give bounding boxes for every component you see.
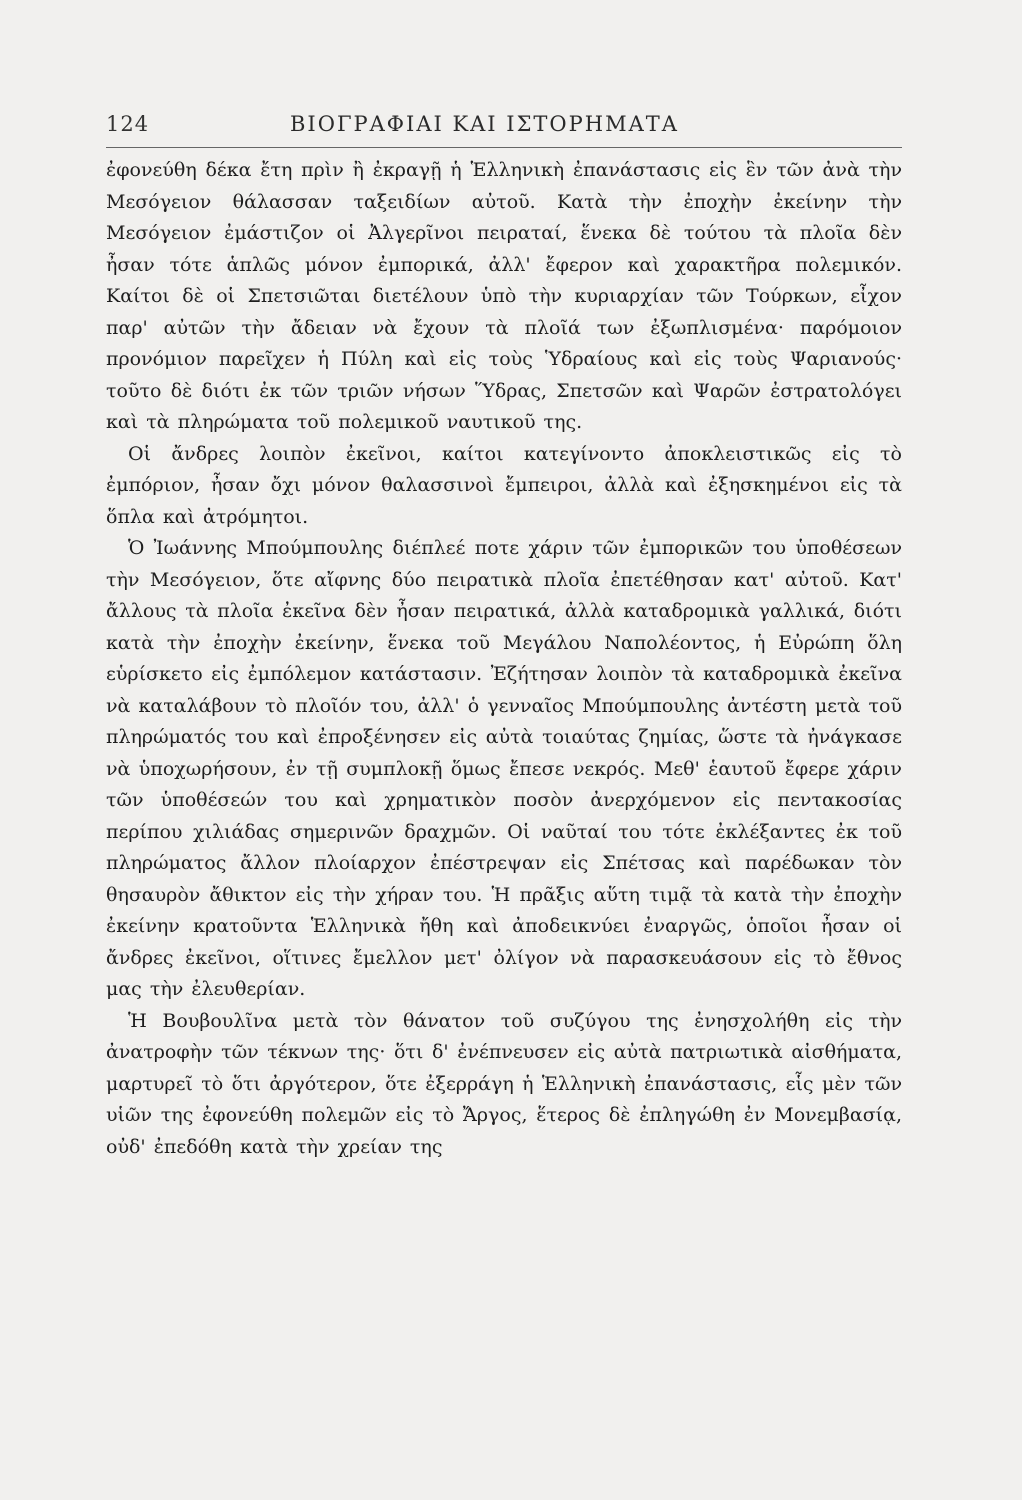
paragraph-2: Οἱ ἄνδρες λοιπὸν ἐκεῖνοι, καίτοι κατεγίνοντο ἀποκλειστικῶς εἰς τὸ ἐμπόριον, ἦσαν ὄχι μόνον θαλασσινοὶ ἔμπειροι, ἀλλὰ καὶ ἐξησκημένοι εἰς τὰ ὅπλα καὶ ἀτρόμητοι. bbox=[106, 442, 902, 528]
body-text bbox=[106, 155, 902, 1163]
paragraph-1: ἐφονεύθη δέκα ἔτη πρὶν ἢ ἐκραγῇ ἡ Ἑλληνικὴ ἐπανάστασις εἰς ἓν τῶν ἀνὰ τὴν Μεσόγειον θάλασσαν ταξειδίων αὐτοῦ. Κατὰ τὴν ἐποχὴν ἐκείνην τὴν Μεσόγειον ἐμάστιζον οἱ Ἀλγερῖνοι πειραταί, ἕνεκα δὲ τούτου τὰ πλοῖα δὲν ἦσαν τότε ἁπλῶς μόνον ἐμπορικά, ἀλλ' ἔφερον καὶ χαρακτῆρα πολεμικόν. Καίτοι δὲ οἱ Σπετσιῶται διετέλουν ὑπὸ τὴν κυριαρχίαν τῶν Τούρκων, εἶχον παρ' αὐτῶν τὴν ἄδειαν νὰ ἔχουν τὰ πλοῖά των ἐξωπλισμένα· παρόμοιον προνόμιον παρεῖχεν ἡ Πύλη καὶ εἰς τοὺς Ὑδραίους καὶ εἰς τοὺς Ψαριανούς· τοῦτο δὲ διότι ἐκ τῶν τριῶν νήσων Ὕδρας, Σπετσῶν καὶ Ψαρῶν ἐστρατολόγει καὶ τὰ πληρώματα τοῦ πολεμικοῦ ναυτικοῦ της. bbox=[106, 159, 902, 433]
paragraph-3: Ὁ Ἰωάννης Μπούμπουλης διέπλεέ ποτε χάριν τῶν ἐμπορικῶν του ὑποθέσεων τὴν Μεσόγειον, ὅτε αἴφνης δύο πειρατικὰ πλοῖα ἐπετέθησαν κατ' αὐτοῦ. Κατ' ἄλλους τὰ πλοῖα ἐκεῖνα δὲν ἦσαν πειρατικά, ἀλλὰ καταδρομικὰ γαλλικά, διότι κατὰ τὴν ἐποχὴν ἐκείνην, ἕνεκα τοῦ Μεγάλου Ναπολέοντος, ἡ Εὐρώπη ὅλη εὑρίσκετο εἰς ἐμπόλεμον κατάστασιν. Ἐζήτησαν λοιπὸν τὰ καταδρομικὰ ἐκεῖνα νὰ καταλάβουν τὸ πλοῖόν του, ἀλλ' ὁ γενναῖος Μπούμπουλης ἀντέστη μετὰ τοῦ πληρώματός του καὶ ἐπροξένησεν εἰς αὐτὰ τοιαύτας ζημίας, ὥστε τὰ ἠνάγκασε νὰ ὑποχωρήσουν, ἐν τῇ συμπλοκῇ ὅμως ἔπεσε νεκρός. Μεθ' ἑαυτοῦ ἔφερε χάριν τῶν ὑποθέσεών του καὶ χρηματικὸν ποσὸν ἀνερχόμενον εἰς πεντακοσίας περίπου χιλιάδας σημερινῶν δραχμῶν. Οἱ ναῦταί του τότε ἐκλέξαντες ἐκ τοῦ πληρώματος ἄλλον πλοίαρχον ἐπέστρεψαν εἰς Σπέτσας καὶ παρέδωκαν τὸν θησαυρὸν ἄθικτον εἰς τὴν χήραν του. Ἡ πρᾶξις αὕτη τιμᾷ τὰ κατὰ τὴν ἐποχὴν ἐκείνην κρατοῦντα Ἑλληνικὰ ἤθη καὶ ἀποδεικνύει ἐναργῶς, ὁποῖοι ἦσαν οἱ ἄνδρες ἐκεῖνοι, οἵτινες ἔμελλον μετ' ὀλίγον νὰ παρασκευάσουν εἰς τὸ ἔθνος μας τὴν ἐλευθερίαν. bbox=[106, 537, 902, 1000]
page-header bbox=[106, 112, 902, 146]
paragraph-4: Ἡ Βουβουλῖνα μετὰ τὸν θάνατον τοῦ συζύγου της ἐνησχολήθη εἰς τὴν ἀνατροφὴν τῶν τέκνων της· ὅτι δ' ἐνέπνευσεν εἰς αὐτὰ πατριωτικὰ αἰσθήματα, μαρτυρεῖ τὸ ὅτι ἀργότερον, ὅτε ἐξερράγη ἡ Ἑλληνικὴ ἐπανάστασις, εἷς μὲν τῶν υἱῶν της ἐφονεύθη πολεμῶν εἰς τὸ Ἄργος, ἕτερος δὲ ἐπληγώθη ἐν Μονεμβασίᾳ, οὐδ' ἐπεδόθη κατὰ τὴν χρείαν της bbox=[106, 1009, 902, 1158]
running-head: ΒΙΟΓΡΑΦΙΑΙ ΚΑΙ ΙΣΤΟΡΗΜΑΤΑ bbox=[290, 112, 679, 136]
header-rule bbox=[106, 147, 902, 148]
page-number: 124 bbox=[106, 112, 150, 136]
